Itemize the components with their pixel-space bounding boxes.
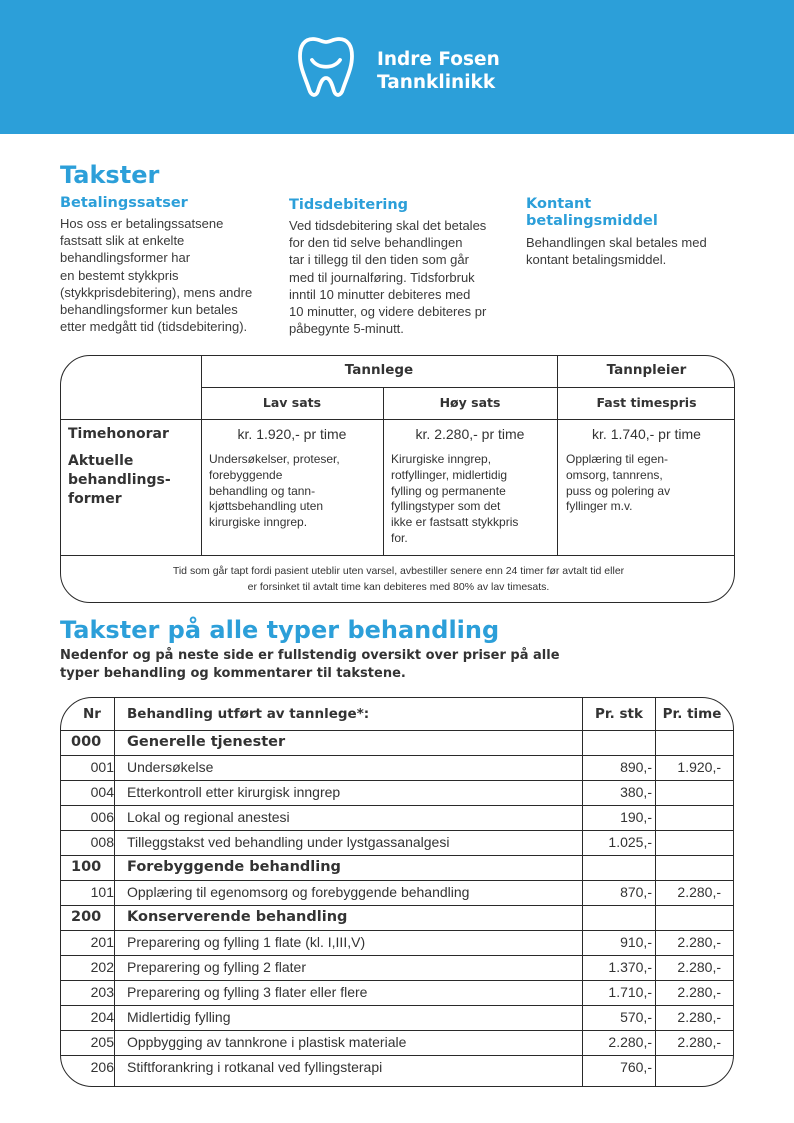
row-price-per-hour xyxy=(655,855,721,880)
row-price-per-piece: 1.025,- xyxy=(608,834,652,850)
text-tidsdebitering: Ved tidsdebitering skal det betales for den tid selve behandlingen tar i tillegg til den tiden som går med til journalføring. Tidsforbruk inntil 10 minutter debiteres med 10 minutter, og videre debiteres pr påbegynte 5-minutt. xyxy=(289,218,487,337)
header-pr-stk: Pr. stk xyxy=(595,706,643,722)
row-price-per-hour: 2.280,- xyxy=(677,959,721,975)
price-table xyxy=(60,697,734,1087)
row-description: Etterkontroll etter kirurgisk inngrep xyxy=(127,784,341,800)
row-aktuelle-behandlingsformer: Aktuelle behandlings- former xyxy=(68,453,171,507)
forms-hoy: Kirurgiske inngrep, rotfyllinger, midlertidig fylling og permanente fyllingstyper som det ikke er fastsatt stykkpris for. xyxy=(391,452,519,545)
row-price-per-hour xyxy=(655,780,721,805)
table-row xyxy=(61,980,734,1005)
table-row xyxy=(61,930,734,955)
row-price-per-piece: 890,- xyxy=(620,759,652,775)
row-price-per-piece: 1.370,- xyxy=(608,959,652,975)
price-fast: kr. 1.740,- pr time xyxy=(592,426,701,442)
divider xyxy=(61,555,735,556)
row-price-per-piece: 910,- xyxy=(620,934,652,950)
table-header-row xyxy=(61,702,734,727)
table-row xyxy=(61,1030,734,1055)
divider xyxy=(201,356,202,555)
rates-table xyxy=(60,355,735,603)
row-nr: 001 xyxy=(90,759,114,775)
text-kontant: Behandlingen skal betales med kontant betalingsmiddel. xyxy=(526,235,707,268)
col-lav-sats: Lav sats xyxy=(262,395,322,410)
note-line-1: Tid som går tapt fordi pasient uteblir uten varsel, avbestiller senere enn 24 timer før avtalt tid eller xyxy=(172,565,625,577)
row-description: Opplæring til egenomsorg og forebyggende behandling xyxy=(127,884,470,900)
category-row xyxy=(61,730,734,755)
row-nr: 201 xyxy=(90,934,114,950)
row-nr: 004 xyxy=(90,784,114,800)
group-tannpleier: Tannpleier xyxy=(606,362,687,378)
row-description: Lokal og regional anestesi xyxy=(127,809,290,825)
table-row xyxy=(61,805,734,830)
row-price-per-piece: 570,- xyxy=(620,1009,652,1025)
section-intro: Nedenfor og på neste side er fullstendig oversikt over priser på alle typer behandling og kommentarer til takstene. xyxy=(60,648,560,681)
table-row xyxy=(61,955,734,980)
note-line-2: er forsinket til avtalt time kan debiteres med 80% av lav timesats. xyxy=(247,581,550,593)
row-nr: 202 xyxy=(90,959,114,975)
row-price-per-piece: 1.710,- xyxy=(608,984,652,1000)
table-row xyxy=(61,1005,734,1030)
price-lav: kr. 1.920,- pr time xyxy=(237,426,347,442)
group-tannlege: Tannlege xyxy=(344,362,414,378)
header-nr: Nr xyxy=(83,706,101,722)
row-price-per-hour: 1.920,- xyxy=(677,759,721,775)
row-price-per-piece xyxy=(582,855,652,880)
table-row xyxy=(61,780,734,805)
row-price-per-hour xyxy=(655,905,721,930)
header-behandling: Behandling utført av tannlege*: xyxy=(127,706,370,722)
row-description: Undersøkelse xyxy=(127,759,214,775)
brand-line-2: Tannklinikk xyxy=(377,72,496,93)
row-price-per-piece xyxy=(582,905,652,930)
forms-fast: Opplæring til egen- omsorg, tannrens, puss og polering av fyllinger m.v. xyxy=(566,452,671,514)
col-hoy-sats: Høy sats xyxy=(439,395,501,410)
category-row xyxy=(61,905,734,930)
row-description: Forebyggende behandling xyxy=(127,859,341,875)
heading-tidsdebitering: Tidsdebitering xyxy=(289,197,409,213)
divider xyxy=(557,356,558,555)
row-price-per-piece: 2.280,- xyxy=(608,1034,652,1050)
row-price-per-piece: 760,- xyxy=(620,1059,652,1075)
row-nr: 100 xyxy=(71,859,102,875)
price-hoy: kr. 2.280,- pr time xyxy=(415,426,525,442)
row-price-per-hour xyxy=(655,805,721,830)
row-price-per-hour: 2.280,- xyxy=(677,884,721,900)
category-row xyxy=(61,855,734,880)
late-cancellation-note xyxy=(61,563,735,595)
row-nr: 101 xyxy=(90,884,114,900)
forms-lav: Undersøkelser, proteser, forebyggende behandling og tann- kjøttsbehandling uten kirurgiske inngrep. xyxy=(209,452,340,530)
row-description: Preparering og fylling 3 flater eller flere xyxy=(127,984,368,1000)
row-price-per-piece: 380,- xyxy=(620,784,652,800)
col-fast-timespris: Fast timespris xyxy=(596,395,697,410)
row-price-per-piece: 190,- xyxy=(620,809,652,825)
row-description: Preparering og fylling 1 flate (kl. I,III,V) xyxy=(127,934,366,950)
tooth-logo-icon xyxy=(296,34,356,100)
heading-kontant: Kontant betalingsmiddel xyxy=(526,196,658,229)
header-banner xyxy=(0,0,794,134)
row-nr: 205 xyxy=(90,1034,114,1050)
row-price-per-hour xyxy=(655,1055,721,1080)
row-price-per-hour: 2.280,- xyxy=(677,1034,721,1050)
page-title: Takster xyxy=(60,161,160,189)
row-description: Konserverende behandling xyxy=(127,909,348,925)
brand-name xyxy=(377,48,500,94)
table-row xyxy=(61,880,734,905)
row-price-per-hour: 2.280,- xyxy=(677,984,721,1000)
section-title-all-treatments: Takster på alle typer behandling xyxy=(60,616,500,644)
row-price-per-piece: 870,- xyxy=(620,884,652,900)
row-description: Generelle tjenester xyxy=(127,734,286,750)
row-nr: 203 xyxy=(90,984,114,1000)
table-row xyxy=(61,1055,734,1080)
row-nr: 000 xyxy=(71,734,102,750)
row-nr: 206 xyxy=(90,1059,114,1075)
header-pr-time: Pr. time xyxy=(662,706,722,722)
row-price-per-hour xyxy=(655,730,721,755)
row-nr: 204 xyxy=(90,1009,114,1025)
row-price-per-hour: 2.280,- xyxy=(677,934,721,950)
divider xyxy=(383,387,384,555)
row-price-per-hour: 2.280,- xyxy=(677,1009,721,1025)
heading-betalingssatser: Betalingssatser xyxy=(60,195,188,211)
row-description: Stiftforankring i rotkanal ved fyllingsterapi xyxy=(127,1059,383,1075)
row-description: Tilleggstakst ved behandling under lystgassanalgesi xyxy=(127,834,450,850)
row-nr: 008 xyxy=(90,834,114,850)
row-description: Preparering og fylling 2 flater xyxy=(127,959,306,975)
row-nr: 006 xyxy=(90,809,114,825)
text-betalingssatser: Hos oss er betalingssatsene fastsatt slik at enkelte behandlingsformer har en bestemt stykkpris (stykkprisdebitering), mens andre behandlingsformer kun betales etter medgått tid (tidsdebitering). xyxy=(60,216,253,335)
row-nr: 200 xyxy=(71,909,102,925)
divider xyxy=(61,419,735,420)
row-description: Midlertidig fylling xyxy=(127,1009,231,1025)
divider xyxy=(201,387,735,388)
row-description: Oppbygging av tannkrone i plastisk materiale xyxy=(127,1034,407,1050)
row-timehonorar: Timehonorar xyxy=(68,426,169,442)
table-row xyxy=(61,755,734,780)
brand-line-1: Indre Fosen xyxy=(377,49,500,70)
row-price-per-hour xyxy=(655,830,721,855)
table-row xyxy=(61,830,734,855)
row-price-per-piece xyxy=(582,730,652,755)
